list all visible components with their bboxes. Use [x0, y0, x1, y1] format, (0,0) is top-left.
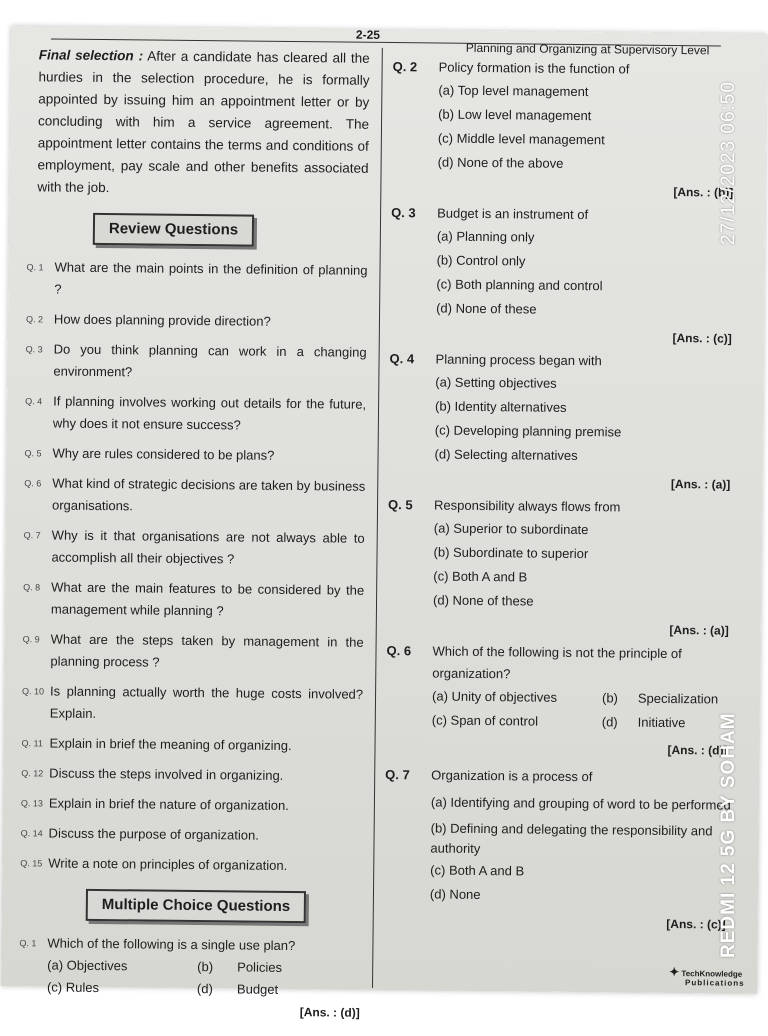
- question-text: Why are rules considered to be plans?: [52, 445, 275, 463]
- question-number: Q. 9: [22, 634, 40, 645]
- option-d: (d) None: [429, 886, 481, 903]
- question-number: Q. 11: [21, 738, 43, 749]
- review-question: [25, 308, 367, 334]
- question-number: Q. 14: [20, 828, 43, 839]
- question-number: Q. 13: [20, 798, 43, 809]
- option-d: (d) None of these: [432, 592, 534, 609]
- option-b-label: (b): [601, 690, 619, 706]
- answer: [Ans. : (a)]: [670, 476, 731, 492]
- answer: [Ans. : (d)]: [299, 1005, 360, 1020]
- question-number: Q. 5: [387, 497, 413, 513]
- bird-icon: ✦: [669, 964, 680, 980]
- review-question: [23, 576, 365, 624]
- question-number: Q. 1: [19, 938, 37, 949]
- answer: [Ans. : (a)]: [669, 622, 729, 638]
- review-questions-heading: Review Questions: [93, 213, 255, 247]
- option-d-label: (d): [601, 714, 618, 730]
- timestamp-watermark: 27/12/2023 06:50: [718, 81, 739, 245]
- option-b: Specialization: [637, 690, 719, 707]
- option-d: Budget: [236, 981, 279, 997]
- option-a: (a) Identifying and grouping of word to be performed: [430, 794, 731, 813]
- option-c: (c) Both planning and control: [436, 276, 603, 294]
- question-text: Explain in brief the nature of organization.: [48, 795, 289, 813]
- question-number: Q. 6: [24, 478, 42, 489]
- question-text: Discuss the steps involved in organizing.: [49, 765, 284, 783]
- mcq-question-1: [19, 932, 361, 1024]
- option-c: (c) Both A and B: [430, 862, 525, 879]
- logo-line-1: TechKnowledge: [681, 969, 743, 979]
- question-text: If planning involves working out details for the future, why does it not ensure success?: [52, 393, 367, 433]
- right-column: [380, 48, 749, 938]
- review-question: [20, 822, 361, 848]
- option-d: (d) None of these: [436, 300, 537, 317]
- question-number: Q. 1: [26, 262, 44, 273]
- question-number: Q. 2: [392, 59, 418, 75]
- option-d: (d) Selecting alternatives: [434, 446, 578, 464]
- question-text: Discuss the purpose of organization.: [48, 825, 259, 843]
- option-b: (b) Identity alternatives: [435, 398, 567, 415]
- option-a: (a) Planning only: [436, 228, 535, 245]
- mcq-heading: Multiple Choice Questions: [86, 889, 307, 923]
- publisher-logo: [669, 964, 745, 988]
- answer: [Ans. : (d)]: [667, 742, 728, 758]
- question-number: Q. 6: [386, 643, 412, 659]
- option-c: (c) Developing planning premise: [434, 422, 622, 440]
- review-question: [25, 338, 367, 386]
- mcq-question-2: [388, 56, 749, 178]
- question-text: What are the steps taken by management in the planning process ?: [50, 631, 364, 670]
- mcq-question-6: [382, 640, 743, 736]
- option-c: (c) Both A and B: [433, 568, 528, 585]
- option-b: (b) Defining and delegating the responsibility and authority: [430, 820, 713, 857]
- option-b: (b) Control only: [436, 252, 526, 269]
- question-text: Organization is a process of: [431, 767, 593, 785]
- question-text: Policy formation is the function of: [438, 59, 630, 77]
- review-question: [26, 256, 368, 304]
- option-d: Initiative: [637, 714, 686, 731]
- option-a: (a) Unity of objectives: [431, 688, 558, 705]
- option-a: (a) Superior to subordinate: [433, 520, 589, 538]
- device-watermark: REDMI 12 5G BY SOHAM: [718, 712, 739, 958]
- option-row: [432, 684, 742, 711]
- question-text: Responsibility always flows from: [433, 497, 621, 515]
- question-text: Which of the following is not the principle of organization?: [432, 643, 682, 682]
- option-b: (b) Subordinate to superior: [433, 544, 589, 562]
- review-question: [23, 524, 365, 572]
- option-b: (b) Low level management: [438, 106, 592, 124]
- option-a: (a) Objectives: [47, 957, 128, 974]
- question-number: Q. 7: [385, 767, 410, 783]
- page-number: 2-25: [355, 27, 381, 42]
- question-text: What are the main features to be considered by the management while planning ?: [50, 579, 365, 619]
- question-number: Q. 4: [389, 351, 415, 367]
- review-question: [25, 390, 367, 438]
- review-question: [20, 792, 362, 818]
- question-text: Write a note on principles of organization.: [48, 855, 288, 873]
- option-c: (c) Rules: [46, 979, 100, 996]
- review-question: [22, 628, 364, 676]
- option-a: (a) Setting objectives: [435, 374, 557, 391]
- question-text: Why is it that organisations are not always able to accomplish all their objectives ?: [51, 527, 365, 567]
- review-question: [22, 680, 364, 728]
- answer: [Ans. : (c)]: [672, 330, 732, 346]
- answer: [Ans. : (c)]: [666, 916, 726, 932]
- option-a: (a) Top level management: [438, 82, 589, 100]
- question-text: Explain in brief the meaning of organizing.: [49, 735, 292, 754]
- final-selection-text: After a candidate has cleared all the hurdies in the selection procedure, he is formally appointed by issuing him an appointment letter or by concluding with him a service agreement. The appointment letter contains the terms and conditions of employment, pay scale and other benefits associated with the job.: [37, 48, 370, 196]
- question-number: Q. 8: [23, 582, 41, 593]
- mcq-question-5: [383, 494, 744, 616]
- question-number: Q. 2: [25, 314, 44, 325]
- answer: [Ans. : (b)]: [673, 184, 734, 200]
- option-b-label: (b): [197, 959, 214, 975]
- mcq-question-7: [380, 764, 741, 910]
- final-selection-paragraph: [37, 44, 370, 201]
- option-d-label: (d): [196, 981, 213, 997]
- question-number: Q. 5: [24, 448, 42, 459]
- review-question: [21, 732, 362, 758]
- review-question-list: [20, 256, 368, 877]
- chapter-title: Planning and Organizing at Supervisory Level: [465, 40, 710, 58]
- question-text: Which of the following is a single use plan?: [47, 935, 296, 954]
- final-selection-term: Final selection :: [38, 47, 144, 64]
- book-page: [1, 26, 767, 1020]
- logo-line-2: Publications: [685, 978, 745, 988]
- question-text: How does planning provide direction?: [53, 311, 271, 329]
- question-text: What are the main points in the definition of planning ?: [54, 259, 368, 297]
- option-b: Policies: [237, 959, 283, 975]
- question-number: Q. 10: [22, 686, 45, 697]
- question-number: Q. 15: [20, 858, 43, 869]
- question-text: Planning process began with: [435, 351, 602, 369]
- mcq-question-4: [384, 348, 745, 470]
- review-question: [24, 472, 366, 520]
- question-number: Q. 12: [21, 768, 44, 779]
- left-column: [19, 44, 370, 1031]
- options-grid: [47, 954, 360, 1001]
- question-number: Q. 7: [23, 530, 41, 541]
- question-text: Is planning actually worth the huge costs involved? Explain.: [49, 683, 364, 721]
- review-question: [21, 762, 362, 788]
- option-c: (c) Span of control: [431, 712, 539, 729]
- review-question: [20, 852, 361, 878]
- option-c: (c) Middle level management: [437, 130, 605, 148]
- question-number: Q. 3: [391, 205, 416, 221]
- option-d: (d) None of the above: [437, 154, 564, 171]
- question-text: Do you think planning can work in a changing environment?: [53, 341, 367, 380]
- review-question: [24, 442, 365, 468]
- question-text: What kind of strategic decisions are taken by business organisations.: [51, 475, 366, 514]
- option-row: [432, 708, 742, 735]
- question-number: Q. 3: [25, 344, 43, 355]
- mcq-question-3: [386, 202, 747, 324]
- question-number: Q. 4: [25, 396, 43, 407]
- question-text: Budget is an instrument of: [437, 205, 589, 223]
